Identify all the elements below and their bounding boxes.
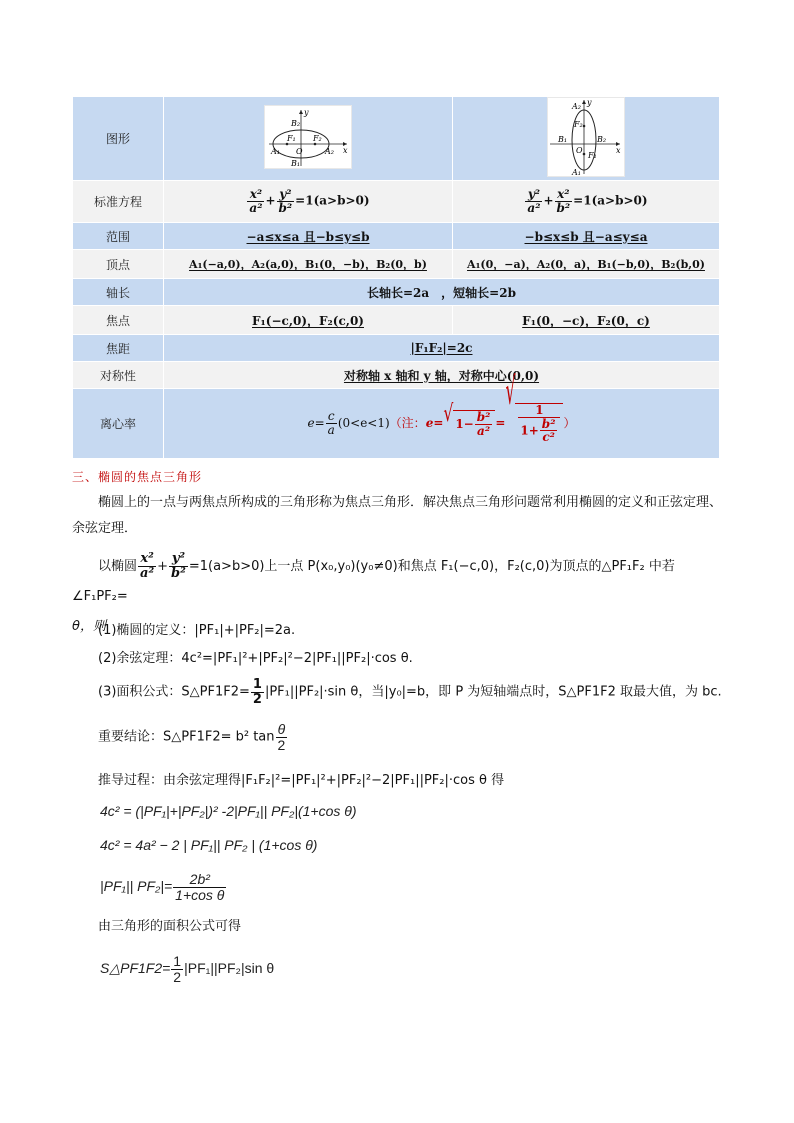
equation-vertical: $\frac{\text{y²}}{\text{a²}}$ + $\frac{\text{x²}}{\text{b²}}$ =1(a>b>0) [453,181,720,223]
note-close: ） [563,416,576,430]
row-label: 标准方程 [73,181,164,223]
fraction-y2-b2: $\frac{\text{y²}}{\text{b²}}$ [278,187,293,215]
eccentricity-value: e= $\frac{c}{a}$ (0<e<1)（注：e= √ 1− $\frac{\text{b²}}{\text{a²}}$ = √ 1 1+ $\frac{\text{b²}}{\text{c²}}$ ） [164,389,720,459]
svg-text:x: x [343,146,348,155]
fraction-2b2-over: $\frac{\text{2b²}}{\text{1+cos θ}}$ [175,871,225,903]
table-row-symmetry [73,362,720,389]
symmetry-value: 对称轴 x 轴和 y 轴，对称中心(0,0) [164,362,720,389]
paragraph-area: 由三角形的面积公式可得 [98,919,242,934]
svg-text:A₁: A₁ [572,168,581,177]
range-horizontal: −a≤x≤a 且−b≤y≤b [164,223,453,250]
foci-horizontal: F₁(−c,0)，F₂(c,0) [164,306,453,335]
svg-text:F₁: F₁ [287,134,296,143]
equation-tail: =1(a>b>0) [295,194,370,208]
fraction-y2-b2: $\frac{\text{y²}}{\text{b²}}$ [171,551,186,581]
focal-distance-value: |F₁F₂|=2c [164,335,720,362]
table-row-vertices [73,250,720,279]
svg-text:B₁: B₁ [558,135,568,144]
table-row-standard-equation [73,181,720,223]
item-cosine-law: (2)余弦定理：4c²=|PF₁|²+|PF₂|²−2|PF₁||PF₂|·cos θ. [98,651,413,666]
sqrt-one-minus: √ 1− $\frac{\text{b²}}{\text{a²}}$ [443,410,495,437]
equation-horizontal: $\frac{\text{x²}}{\text{a²}}$ + $\frac{\text{y²}}{\text{b²}}$ =1(a>b>0) [164,181,453,223]
table-row-axis-length [73,279,720,306]
equation-tail: =1(a>b>0) [573,194,648,208]
figure-horizontal-ellipse [164,97,453,181]
row-label: 范围 [73,223,164,250]
axis-length-value: 长轴长=2a ，短轴长=2b [164,279,720,306]
item-area-formula: (3)面积公式：S△PF1F2= $\frac{1}{2}$ |PF₁||PF₂|·sin θ，当|y₀|=b，即 P 为短轴端点时，S△PF1F2 取最大值，为 bc. [98,677,722,707]
svg-text:F₂: F₂ [574,120,583,129]
svg-text:y: y [304,108,309,117]
table-row-range [73,223,720,250]
vertices-horizontal: A₁(−a,0)，A₂(a,0)，B₁(0，−b)，B₂(0，b) [164,250,453,279]
svg-text:O: O [296,147,303,156]
svg-text:x: x [616,146,621,155]
ellipse-horizontal-diagram [264,105,352,169]
fraction-y2-a2: $\frac{\text{y²}}{\text{a²}}$ [527,187,541,215]
e-equals: e= [307,416,325,430]
svg-text:A₁: A₁ [271,147,280,156]
figure-vertical-ellipse [453,97,720,181]
svg-text:O: O [576,146,583,155]
svg-text:B₁: B₁ [291,159,301,168]
svg-text:F₁: F₁ [588,151,597,160]
paragraph-intro: 椭圆上的一点与两焦点所构成的三角形称为焦点三角形．解决焦点三角形问题常利用椭圆的定义和正弦定理、余弦定理． [72,495,723,536]
fraction-half: $\frac{1}{2}$ [252,677,262,707]
svg-text:F₂: F₂ [313,134,322,143]
section-heading: 三、椭圆的焦点三角形 [72,470,203,484]
table-row-eccentricity [73,389,720,459]
row-label: 对称性 [73,362,164,389]
vertices-vertical: A₁(0，−a)，A₂(0，a)，B₁(−b,0)，B₂(b,0) [453,250,720,279]
fraction-half: $\frac{1}{2}$ [173,953,182,985]
derivation-eq2: 4c² = 4a² − 2 | PF₁|| PF₂ | (1+cos θ) [100,837,318,853]
derivation-intro: 推导过程：由余弦定理得|F₁F₂|²=|PF₁|²+|PF₂|²−2|PF₁||PF₂|·cos θ 得 [98,773,505,788]
note-open: （注： [389,416,426,430]
row-label: 焦点 [73,306,164,335]
fraction-theta-half: $\frac{\theta}{2}$ [277,721,286,753]
fraction-c-a: $\frac{c}{a}$ [327,409,335,437]
svg-text:A₂: A₂ [325,147,334,156]
derivation-eq1: 4c² = (|PF₁|+|PF₂|)² -2|PF₁|| PF₂|(1+cos θ) [100,803,357,819]
ellipse-properties-table [72,96,720,459]
row-label: 顶点 [73,250,164,279]
paragraph-setup: 以椭圆 $\frac{\text{x²}}{\text{a²}}$ + $\frac{\text{y²}}{\text{b²}}$ =1(a>b>0)上一点 P(x₀,y₀)(y₀≠0)和焦点 F₁(−c,0)，F₂(c,0)为顶点的△PF₁F₂ 中若∠F₁PF₂= θ，则 [72,551,675,634]
important-conclusion: 重要结论：S△PF1F2= b² tan $\frac{\theta}{2}$ [98,721,286,753]
item-definition: (1)椭圆的定义：|PF₁|+|PF₂|=2a. [98,623,296,638]
fraction-x2-a2: $\frac{\text{x²}}{\text{a²}}$ [140,551,155,581]
svg-text:B₂: B₂ [291,119,301,128]
sqrt-reciprocal: √ 1 1+ $\frac{\text{b²}}{\text{c²}}$ [505,403,563,444]
foci-vertical: F₁(0，−c)，F₂(0，c) [453,306,720,335]
row-label: 离心率 [73,389,164,459]
derivation-eq3: |PF₁|| PF₂|= $\frac{\text{2b²}}{\text{1+cos θ}}$ [100,871,225,903]
table-row-focal-distance [73,335,720,362]
table-row-foci [73,306,720,335]
row-label: 焦距 [73,335,164,362]
fraction-x2-a2: $\frac{\text{x²}}{\text{a²}}$ [249,187,263,215]
range-vertical: −b≤x≤b 且−a≤y≤a [453,223,720,250]
fraction-x2-b2: $\frac{\text{x²}}{\text{b²}}$ [556,187,571,215]
derivation-eq4: S△PF1F2= $\frac{1}{2}$ |PF₁||PF₂|sin θ [100,953,275,985]
table-row-figure [73,97,720,181]
svg-text:y: y [587,98,592,107]
row-label: 轴长 [73,279,164,306]
svg-text:B₂: B₂ [597,135,607,144]
svg-text:A₂: A₂ [572,102,581,111]
row-label: 图形 [73,97,164,181]
e-range: (0<e<1) [337,416,390,430]
ellipse-vertical-diagram [547,97,625,177]
